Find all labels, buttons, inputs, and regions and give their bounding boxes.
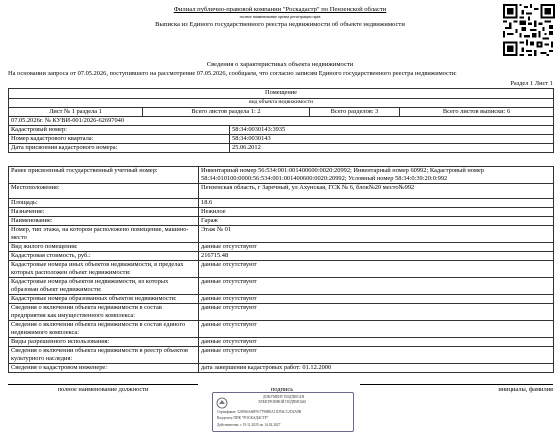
table-row	[9, 217, 554, 226]
stamp-valid: Действителен: с 19.11.2025 по 14.02.2027	[217, 423, 281, 427]
table-row	[9, 304, 554, 321]
row-value: данные отсутствуют	[199, 321, 554, 338]
row-label: Виды разрешенного использования:	[9, 338, 199, 347]
emblem-icon	[216, 397, 228, 409]
row-label: Номер, тип этажа, на котором расположено помещение, машино-место	[9, 226, 199, 243]
row-value: 58:34:0030143:3935	[230, 126, 554, 135]
stamp-cert: Сертификат: 520936A60F917798B0A11D56CC2D2A9B	[217, 410, 302, 414]
request-text: На основании запроса от 07.05.2026, поступившего на рассмотрение 07.05.2026, сообщаем, что согласно записям Единого государственного реестра недвижимости:	[8, 70, 457, 77]
table-row	[9, 199, 554, 208]
row-label: Площадь:	[9, 199, 199, 208]
row-value: данные отсутствуют	[199, 304, 554, 321]
object-type: Помещение	[9, 89, 554, 99]
doc-number: 07.05.2026г. № КУВИ-001/2026-62697040	[9, 117, 554, 126]
stamp-owner: Владелец: ППК "РОСКАДАСТР"	[217, 416, 269, 420]
name-line	[360, 384, 553, 385]
table-row	[9, 126, 554, 135]
table-row	[9, 278, 554, 295]
row-label: Кадастровая стоимость, руб.:	[9, 252, 199, 261]
table-row	[9, 252, 554, 261]
table-row	[9, 364, 554, 373]
row-value: Инвентарный номер 56:534:001:001400600:0020:20992; Инвентарный номер 60992; Кадастровый номер 58:34:010100:0000:56:534:001:001400600:0020:20992; Условный номер 58:34:0:39:20:0:992	[199, 167, 554, 184]
object-header-table	[8, 88, 554, 153]
signature-caption: подпись	[270, 386, 294, 393]
table-row	[9, 338, 554, 347]
total-sheets-extract: Всего листов выписки: 6	[400, 108, 554, 117]
table-row	[9, 144, 554, 153]
table-row	[9, 184, 554, 199]
row-value: данные отсутствуют	[199, 347, 554, 364]
row-value: 58:34:0030143	[230, 135, 554, 144]
name-caption: инициалы, фамилия	[498, 386, 553, 393]
table-row	[9, 321, 554, 338]
row-label: Вид жилого помещения:	[9, 243, 199, 252]
e-signature-stamp	[212, 392, 354, 432]
object-type-caption: вид объекта недвижимости	[9, 99, 554, 108]
total-sections: Всего разделов: 3	[310, 108, 400, 117]
row-label: Кадастровые номера образованных объектов недвижимости:	[9, 295, 199, 304]
table-row	[9, 295, 554, 304]
row-label: Дата присвоения кадастрового номера:	[9, 144, 230, 153]
table-row	[9, 261, 554, 278]
stamp-subtitle: ЭЛЕКТРОННОЙ ПОДПИСЬЮ	[258, 400, 307, 404]
object-details-table	[8, 166, 554, 373]
row-value: данные отсутствуют	[199, 243, 554, 252]
row-value: данные отсутствуют	[199, 261, 554, 278]
row-label: Сведения о включении объекта недвижимости в состав предприятия как имущественного комплекса:	[9, 304, 199, 321]
table-row	[9, 208, 554, 217]
position-line	[8, 384, 198, 385]
stamp-title: ДОКУМЕНТ ПОДПИСАН	[263, 395, 305, 399]
row-label: Кадастровые номера объектов недвижимости, из которых образован объект недвижимости:	[9, 278, 199, 295]
row-value: 216715.48	[199, 252, 554, 261]
row-label: Сведения о включении объекта недвижимости в состав единого недвижимого комплекса:	[9, 321, 199, 338]
table-row	[9, 347, 554, 364]
row-value: Нежилое	[199, 208, 554, 217]
row-label: Сведения о кадастровом инженере:	[9, 364, 199, 373]
sheet-label: Лист № 1 раздела 1	[9, 108, 143, 117]
agency-name: Филиал публично-правовой компании "Роскадастр" по Пензенской области	[173, 6, 387, 13]
total-sheets-section: Всего листов раздела 1: 2	[143, 108, 310, 117]
row-label: Назначение:	[9, 208, 199, 217]
row-label: Местоположение:	[9, 184, 199, 199]
row-label: Кадастровый номер:	[9, 126, 230, 135]
row-value: данные отсутствуют	[199, 295, 554, 304]
row-value: Пензенская область, г Заречный, ул Ахунская, ГСК № 6, блок№20 место№992	[199, 184, 554, 199]
row-value: Этаж № 01	[199, 226, 554, 243]
table-row	[9, 167, 554, 184]
table-row	[9, 135, 554, 144]
section-title: Сведения о характеристиках объекта недвижимости	[206, 61, 354, 68]
row-value: данные отсутствуют	[199, 338, 554, 347]
qr-code	[503, 4, 555, 56]
row-label: Ранее присвоенный государственный учетный номер:	[9, 167, 199, 184]
row-value: данные отсутствуют	[199, 278, 554, 295]
row-value: дата завершения кадастровых работ: 01.12.2000	[199, 364, 554, 373]
row-label: Номер кадастрового квартала:	[9, 135, 230, 144]
table-row	[9, 243, 554, 252]
position-caption: полное наименование должности	[57, 386, 149, 393]
row-label: Наименование:	[9, 217, 199, 226]
row-label: Кадастровые номера иных объектов недвижимости, в пределах которых расположен объект недвижимости:	[9, 261, 199, 278]
section-label: Раздел 1 Лист 1	[510, 80, 553, 87]
row-value: Гараж	[199, 217, 554, 226]
agency-caption: полное наименование органа регистрации прав	[239, 14, 321, 19]
row-label: Сведения о включении объекта недвижимости в реестр объектов культурного наследия:	[9, 347, 199, 364]
row-value: 25.06.2012	[230, 144, 554, 153]
extract-title: Выписка из Единого государственного реестра недвижимости об объекте недвижимости	[155, 21, 405, 28]
table-row	[9, 226, 554, 243]
row-value: 18.6	[199, 199, 554, 208]
